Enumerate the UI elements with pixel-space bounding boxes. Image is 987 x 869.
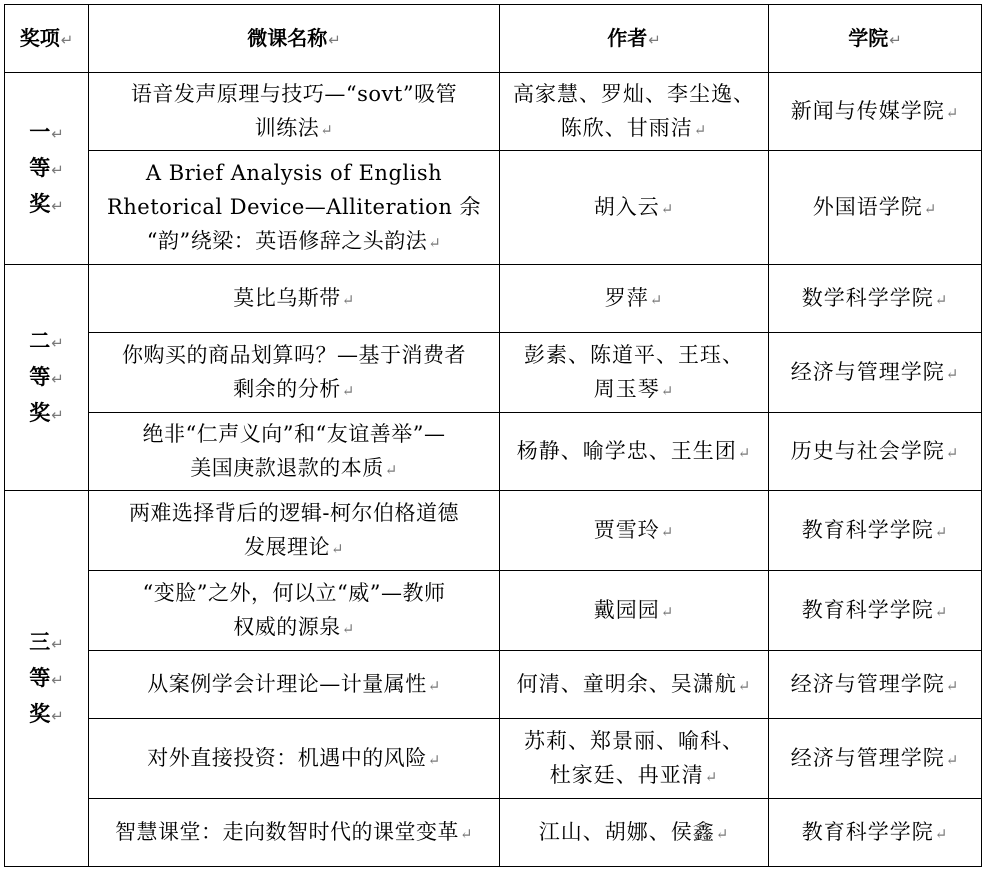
author-cell xyxy=(500,719,769,799)
paragraph-mark: ↵ xyxy=(945,676,960,695)
prize-char-text: 二 xyxy=(29,328,51,353)
paragraph-mark: ↵ xyxy=(660,602,675,621)
paragraph-mark: ↵ xyxy=(51,670,64,689)
author-cell-line xyxy=(506,667,762,703)
course-name-cell-text: 发展理论 xyxy=(243,534,330,559)
author-cell-line xyxy=(506,372,762,408)
author-cell-text: 杜家廷、冉亚清 xyxy=(549,762,704,787)
college-text: 新闻与传媒学院 xyxy=(790,98,945,123)
author-cell-text: 彭素、陈道平、王珏、 xyxy=(524,342,744,367)
course-name-cell-line xyxy=(95,451,493,487)
prize-char-text: 奖 xyxy=(29,191,51,216)
table-row xyxy=(5,265,982,333)
author-cell-text: 陈欣、甘雨洁 xyxy=(560,115,693,140)
paragraph-mark: ↵ xyxy=(51,706,64,725)
college-cell xyxy=(769,265,982,333)
paragraph-mark: ↵ xyxy=(945,443,960,462)
paragraph-mark: ↵ xyxy=(384,460,398,479)
paragraph-mark: ↵ xyxy=(341,290,355,309)
paragraph-mark: ↵ xyxy=(459,824,474,843)
author-cell-line xyxy=(506,281,762,317)
paragraph-mark: ↵ xyxy=(934,290,949,309)
course-name-cell-text: A Brief Analysis of English xyxy=(145,160,443,185)
author-cell xyxy=(500,73,769,151)
paragraph-mark: ↵ xyxy=(427,676,441,695)
college-text: 经济与管理学院 xyxy=(790,671,945,696)
prize-char xyxy=(11,187,82,223)
paragraph-mark: ↵ xyxy=(934,824,949,843)
paragraph-mark: ↵ xyxy=(693,120,708,139)
prize-char-text: 奖 xyxy=(29,701,51,726)
course-name-cell-text: “变脸”之外，何以立“威”—教师 xyxy=(142,580,446,605)
course-name-cell-line xyxy=(95,530,493,566)
header-row xyxy=(5,5,982,73)
author-cell xyxy=(500,333,769,413)
table-row xyxy=(5,571,982,651)
author-cell xyxy=(500,651,769,719)
course-name-cell-line xyxy=(95,815,493,851)
course-name-cell-text: 剩余的分析 xyxy=(233,376,341,401)
author-cell-text: 罗萍 xyxy=(604,285,649,310)
college-cell xyxy=(769,333,982,413)
author-cell-text: 戴园园 xyxy=(593,597,660,622)
author-cell xyxy=(500,151,769,265)
paragraph-mark: ↵ xyxy=(704,767,719,786)
paragraph-mark: ↵ xyxy=(51,196,64,215)
paragraph-mark: ↵ xyxy=(945,750,960,769)
author-cell-text: 江山、胡娜、侯鑫 xyxy=(538,819,715,844)
table-row xyxy=(5,333,982,413)
paragraph-mark: ↵ xyxy=(51,124,64,143)
paragraph-mark: ↵ xyxy=(51,634,64,653)
author-cell-text: 何清、童明余、吴潇航 xyxy=(516,671,737,696)
course-name-cell-text: 训练法 xyxy=(254,115,320,140)
course-name-cell-line xyxy=(95,576,493,610)
table-row xyxy=(5,73,982,151)
college-text: 经济与管理学院 xyxy=(790,359,945,384)
prize-char-text: 三 xyxy=(29,629,51,654)
prize-char-text: 等 xyxy=(29,155,51,180)
college-text: 历史与社会学院 xyxy=(790,438,945,463)
course-name-cell-text: 莫比乌斯带 xyxy=(233,285,341,310)
paragraph-mark: ↵ xyxy=(51,160,64,179)
course-name-cell-text: “韵”绕梁：英语修辞之头韵法 xyxy=(146,228,428,253)
paragraph-mark: ↵ xyxy=(51,333,64,352)
author-cell-text: 胡入云 xyxy=(593,194,660,219)
paragraph-mark: ↵ xyxy=(945,364,960,383)
college-cell xyxy=(769,491,982,571)
author-cell-text: 高家慧、罗灿、李尘逸、 xyxy=(513,81,755,106)
author-cell-line xyxy=(506,434,762,470)
paragraph-mark: ↵ xyxy=(737,443,752,462)
prize-level-cell xyxy=(5,265,89,491)
prize-char xyxy=(11,697,82,733)
paragraph-mark: ↵ xyxy=(715,824,730,843)
prize-char xyxy=(11,625,82,661)
paragraph-mark: ↵ xyxy=(51,369,64,388)
prize-char-text: 等 xyxy=(29,665,51,690)
course-name-cell-text: 绝非“仁声义向”和“友谊善举”— xyxy=(142,421,446,446)
course-name-cell-line xyxy=(95,496,493,530)
prize-char xyxy=(11,115,82,151)
course-name-cell-line xyxy=(95,111,493,147)
paragraph-mark: ↵ xyxy=(945,103,960,122)
author-cell xyxy=(500,265,769,333)
course-name-cell-text: 智慧课堂：走向数智时代的课堂变革 xyxy=(114,819,459,844)
course-name-cell-line xyxy=(95,610,493,646)
header-college: 学院↵ xyxy=(769,5,982,73)
prize-char xyxy=(11,661,82,697)
course-name-cell-text: 两难选择背后的逻辑-柯尔伯格道德 xyxy=(128,500,460,525)
prize-char-text: 奖 xyxy=(29,400,51,425)
paragraph-mark: ↵ xyxy=(51,405,64,424)
author-cell xyxy=(500,413,769,491)
table-row xyxy=(5,491,982,571)
paragraph-mark: ↵ xyxy=(649,290,664,309)
paragraph-mark: ↵ xyxy=(428,233,442,252)
author-cell-text: 杨静、喻学忠、王生团 xyxy=(516,438,737,463)
paragraph-mark: ↵ xyxy=(934,602,949,621)
prize-char xyxy=(11,151,82,187)
author-cell-line xyxy=(506,513,762,549)
paragraph-mark: ↵ xyxy=(660,199,675,218)
header-prize: 奖项↵ xyxy=(5,5,89,73)
paragraph-mark: ↵ xyxy=(341,619,355,638)
course-name-cell-text: 语音发声原理与技巧—“sovt”吸管 xyxy=(130,81,458,106)
course-name-cell xyxy=(89,799,500,867)
college-text: 经济与管理学院 xyxy=(790,745,945,770)
prize-level-cell xyxy=(5,491,89,867)
paragraph-mark: ↵ xyxy=(923,199,938,218)
course-name-cell xyxy=(89,571,500,651)
college-cell xyxy=(769,571,982,651)
author-cell-line xyxy=(506,758,762,794)
college-cell xyxy=(769,719,982,799)
course-name-cell-line xyxy=(95,372,493,408)
prize-level-cell xyxy=(5,73,89,265)
course-name-cell xyxy=(89,333,500,413)
paragraph-mark: ↵ xyxy=(934,522,949,541)
table-row xyxy=(5,719,982,799)
author-cell-text: 周玉琴 xyxy=(593,376,660,401)
course-name-cell-line xyxy=(95,741,493,777)
author-cell xyxy=(500,799,769,867)
paragraph-mark: ↵ xyxy=(660,381,675,400)
course-name-cell xyxy=(89,413,500,491)
course-name-cell-text: 对外直接投资：机遇中的风险 xyxy=(147,745,427,770)
prize-char-text: 等 xyxy=(29,364,51,389)
prize-char xyxy=(11,324,82,360)
table-row xyxy=(5,413,982,491)
course-name-cell-line xyxy=(95,281,493,317)
college-text: 教育科学学院 xyxy=(801,517,934,542)
course-name-cell-line xyxy=(95,156,493,190)
course-name-cell-line xyxy=(95,417,493,451)
college-cell xyxy=(769,799,982,867)
course-name-cell xyxy=(89,651,500,719)
course-name-cell-text: Rhetorical Device—Alliteration 余 xyxy=(106,194,482,219)
prize-char xyxy=(11,360,82,396)
awards-table xyxy=(4,4,982,867)
paragraph-mark: ↵ xyxy=(737,676,752,695)
author-cell xyxy=(500,571,769,651)
table-row xyxy=(5,799,982,867)
header-author: 作者↵ xyxy=(500,5,769,73)
course-name-cell-text: 权威的源泉 xyxy=(233,614,341,639)
paragraph-mark: ↵ xyxy=(660,522,675,541)
paragraph-mark: ↵ xyxy=(320,120,334,139)
course-name-cell xyxy=(89,491,500,571)
awards-body xyxy=(5,73,982,867)
course-name-cell xyxy=(89,719,500,799)
college-cell xyxy=(769,151,982,265)
course-name-cell-text: 你购买的商品划算吗？—基于消费者 xyxy=(122,342,466,367)
paragraph-mark: ↵ xyxy=(341,381,355,400)
author-cell-line xyxy=(506,190,762,226)
prize-char xyxy=(11,396,82,432)
author-cell-line xyxy=(506,111,762,147)
college-text: 教育科学学院 xyxy=(801,819,934,844)
table-row xyxy=(5,651,982,719)
header-name: 微课名称↵ xyxy=(89,5,500,73)
table-row xyxy=(5,151,982,265)
course-name-cell-line xyxy=(95,77,493,111)
author-cell-line xyxy=(506,815,762,851)
author-cell-line xyxy=(506,77,762,111)
course-name-cell-line xyxy=(95,667,493,703)
course-name-cell-line xyxy=(95,190,493,224)
paragraph-mark: ↵ xyxy=(427,750,441,769)
author-cell xyxy=(500,491,769,571)
course-name-cell-line xyxy=(95,338,493,372)
author-cell-text: 贾雪玲 xyxy=(593,517,660,542)
college-cell xyxy=(769,651,982,719)
author-cell-line xyxy=(506,724,762,758)
course-name-cell-line xyxy=(95,224,493,260)
course-name-cell xyxy=(89,151,500,265)
college-text: 教育科学学院 xyxy=(801,597,934,622)
college-text: 外国语学院 xyxy=(812,194,923,219)
prize-char-text: 一 xyxy=(29,119,51,144)
course-name-cell xyxy=(89,73,500,151)
course-name-cell-text: 从案例学会计理论—计量属性 xyxy=(147,671,427,696)
author-cell-text: 苏莉、郑景丽、喻科、 xyxy=(524,728,744,753)
course-name-cell-text: 美国庚款退款的本质 xyxy=(190,455,384,480)
college-cell xyxy=(769,73,982,151)
author-cell-line xyxy=(506,338,762,372)
college-text: 数学科学学院 xyxy=(801,285,934,310)
paragraph-mark: ↵ xyxy=(330,539,345,558)
college-cell xyxy=(769,413,982,491)
author-cell-line xyxy=(506,593,762,629)
course-name-cell xyxy=(89,265,500,333)
